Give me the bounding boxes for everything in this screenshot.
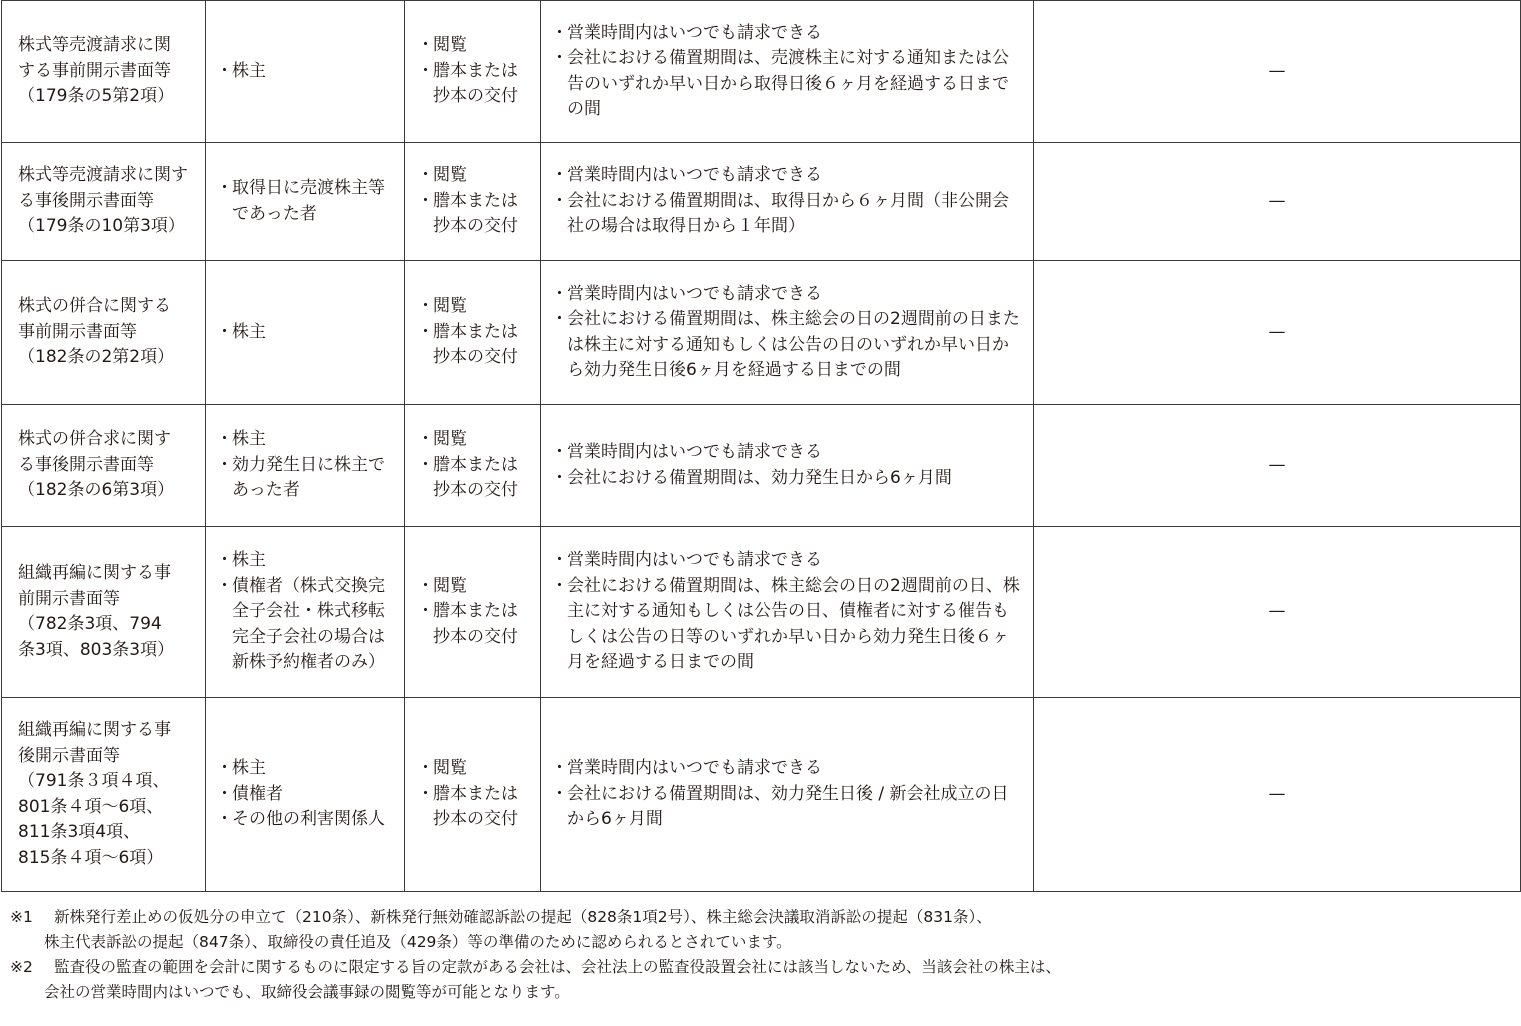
document-name-cell: 組織再編に関する事 前開示書面等 （782条3項、794 条3項、803条3項） <box>2 527 206 698</box>
request-period-cell: ・営業時間内はいつでも請求できる ・会社における備置期間は、株主総会の日の2週間前の日、株主に対する通知もしくは公告の日、債権者に対する催告もしくは公告の日等のいずれか早い日から効力発生日後６ヶ月を経過する日までの間 <box>541 527 1034 698</box>
document-name-cell: 株式等売渡請求に関 する事前開示書面等 （179条の5第2項） <box>2 1 206 143</box>
document-name-cell: 株式等売渡請求に関す る事後開示書面等 （179条の10第3項） <box>2 143 206 261</box>
footnote: ※1 新株発行差止めの仮処分の申立て（210条）、新株発行無効確認訴訟の提起（828条1項2号）、株主総会決議取消訴訟の提起（831条）、 株主代表訴訟の提起（847条）、取締役の責任追及（429条）等の準備のために認められるとされています。 <box>10 908 992 951</box>
request-methods-cell: ・閲覧 ・謄本または抄本の交付 <box>405 143 541 261</box>
request-holders-cell: ・株主 ・効力発生日に株主であった者 <box>206 405 405 527</box>
other-cell: — <box>1034 527 1521 698</box>
document-name-cell: 株式の併合に関する 事前開示書面等 （182条の2第2項） <box>2 261 206 405</box>
other-cell: — <box>1034 143 1521 261</box>
other-cell: — <box>1034 698 1521 892</box>
table-row <box>2 143 1521 261</box>
footnotes <box>10 905 1510 1005</box>
table-row <box>2 261 1521 405</box>
request-period-cell: ・営業時間内はいつでも請求できる ・会社における備置期間は、効力発生日から6ヶ月間 <box>541 405 1034 527</box>
request-holders-cell: ・株主 ・債権者 ・その他の利害関係人 <box>206 698 405 892</box>
request-methods-cell: ・閲覧 ・謄本または抄本の交付 <box>405 527 541 698</box>
request-period-cell: ・営業時間内はいつでも請求できる ・会社における備置期間は、効力発生日後 / 新会社成立の日から6ヶ月間 <box>541 698 1034 892</box>
table-row <box>2 1 1521 143</box>
footnote: ※2 監査役の監査の範囲を会計に関するものに限定する旨の定款がある会社は、会社法上の監査役設置会社には該当しないため、当該会社の株主は、 会社の営業時間内はいつでも、取締役会議事録の閲覧等が可能となります。 <box>10 958 1061 1001</box>
other-cell: — <box>1034 1 1521 143</box>
table-row <box>2 405 1521 527</box>
request-period-cell: ・営業時間内はいつでも請求できる ・会社における備置期間は、売渡株主に対する通知または公告のいずれか早い日から取得日後６ヶ月を経過する日までの間 <box>541 1 1034 143</box>
request-methods-cell: ・閲覧 ・謄本または抄本の交付 <box>405 1 541 143</box>
disclosure-table <box>1 0 1521 892</box>
table-row <box>2 527 1521 698</box>
request-holders-cell: ・株主 <box>206 1 405 143</box>
request-holders-cell: ・取得日に売渡株主等であった者 <box>206 143 405 261</box>
request-holders-cell: ・株主 ・債権者（株式交換完全子会社・株式移転完全子会社の場合は新株予約権者のみ） <box>206 527 405 698</box>
request-period-cell: ・営業時間内はいつでも請求できる ・会社における備置期間は、取得日から６ヶ月間（非公開会社の場合は取得日から１年間） <box>541 143 1034 261</box>
other-cell: — <box>1034 405 1521 527</box>
request-methods-cell: ・閲覧 ・謄本または抄本の交付 <box>405 261 541 405</box>
document-name-cell: 株式の併合求に関す る事後開示書面等 （182条の6第3項） <box>2 405 206 527</box>
request-holders-cell: ・株主 <box>206 261 405 405</box>
request-period-cell: ・営業時間内はいつでも請求できる ・会社における備置期間は、株主総会の日の2週間前の日または株主に対する通知もしくは公告の日のいずれか早い日から効力発生日後6ヶ月を経過する日までの間 <box>541 261 1034 405</box>
document-name-cell: 組織再編に関する事 後開示書面等 （791条３項４項、 801条４項〜6項、 811条3項4項、 815条４項〜6項） <box>2 698 206 892</box>
table-row <box>2 698 1521 892</box>
request-methods-cell: ・閲覧 ・謄本または抄本の交付 <box>405 698 541 892</box>
request-methods-cell: ・閲覧 ・謄本または抄本の交付 <box>405 405 541 527</box>
other-cell: — <box>1034 261 1521 405</box>
